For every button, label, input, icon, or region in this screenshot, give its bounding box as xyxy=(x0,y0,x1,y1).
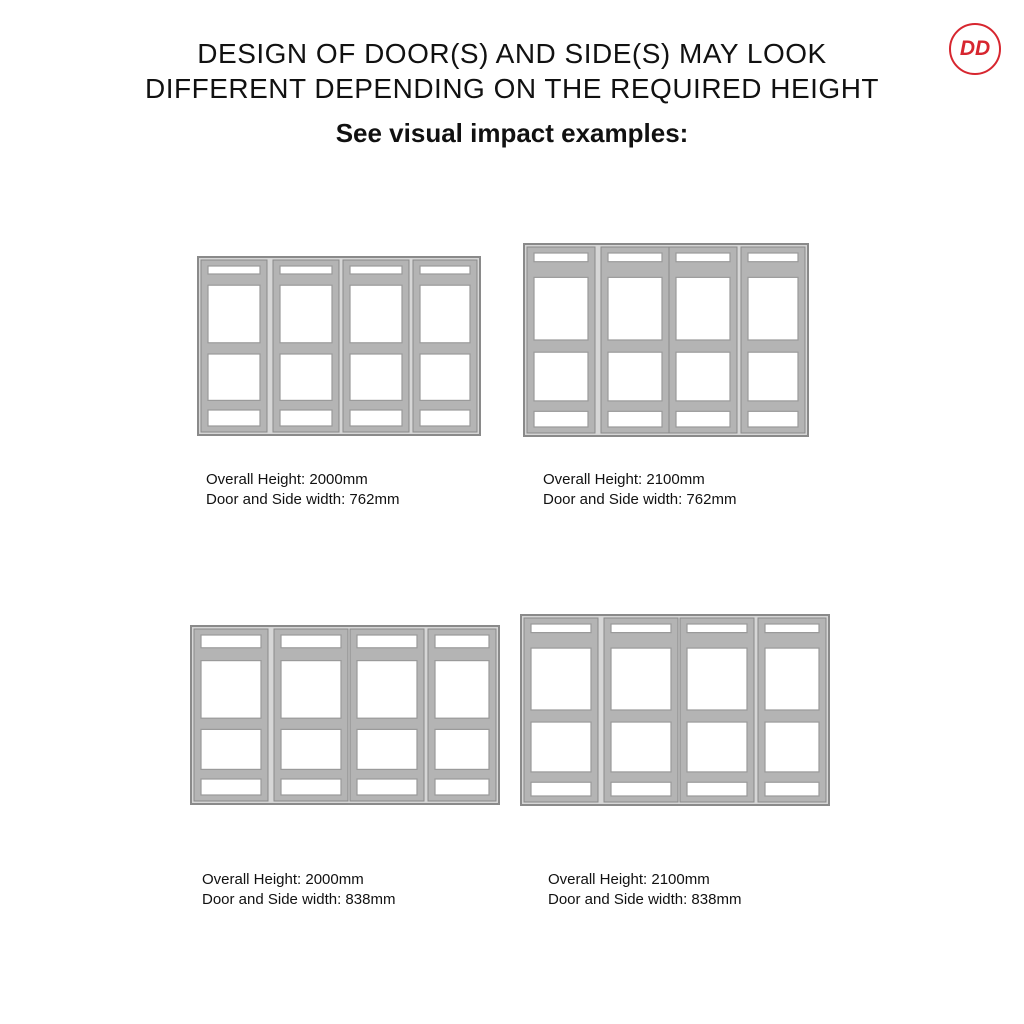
door-side-width-label: Door and Side width: 762mm xyxy=(206,491,400,508)
door-panel xyxy=(428,629,496,801)
glass-pane xyxy=(201,729,261,769)
glass-pane xyxy=(208,354,260,400)
glass-pane xyxy=(748,253,798,262)
door-panel xyxy=(680,618,754,802)
glass-pane xyxy=(748,352,798,401)
glass-pane xyxy=(420,285,470,343)
overall-height-label: Overall Height: 2100mm xyxy=(543,471,705,488)
glass-pane xyxy=(280,266,332,274)
overall-height-label: Overall Height: 2000mm xyxy=(202,871,364,888)
door-panel xyxy=(343,260,409,432)
glass-pane xyxy=(420,410,470,426)
glass-pane xyxy=(534,352,588,401)
glass-pane xyxy=(350,354,402,400)
glass-pane xyxy=(281,729,341,769)
glass-pane xyxy=(608,352,662,401)
glass-pane xyxy=(435,779,489,795)
glass-pane xyxy=(357,635,417,648)
door-side-width-label: Door and Side width: 838mm xyxy=(548,891,742,908)
glass-pane xyxy=(765,648,819,710)
caption-4 xyxy=(548,870,741,910)
doorset-diagram-1 xyxy=(197,256,481,436)
door-panel xyxy=(527,247,595,433)
glass-pane xyxy=(608,277,662,340)
glass-pane xyxy=(687,648,747,710)
caption-3 xyxy=(202,870,395,910)
glass-pane xyxy=(687,722,747,772)
glass-pane xyxy=(201,661,261,719)
glass-pane xyxy=(534,277,588,340)
glass-pane xyxy=(531,722,591,772)
glass-pane xyxy=(765,782,819,796)
doorset-diagram-4 xyxy=(520,614,830,806)
glass-pane xyxy=(611,624,671,633)
glass-pane xyxy=(208,266,260,274)
door-panel xyxy=(201,260,267,432)
door-panel xyxy=(273,260,339,432)
glass-pane xyxy=(748,277,798,340)
glass-pane xyxy=(280,354,332,400)
doorset-diagram-3 xyxy=(190,625,500,805)
glass-pane xyxy=(435,661,489,719)
glass-pane xyxy=(608,411,662,427)
glass-pane xyxy=(676,277,730,340)
glass-pane xyxy=(208,285,260,343)
glass-pane xyxy=(350,266,402,274)
glass-pane xyxy=(435,729,489,769)
doorset-diagram-2 xyxy=(523,243,809,437)
door-panel xyxy=(604,618,678,802)
caption-1 xyxy=(206,470,399,510)
glass-pane xyxy=(765,722,819,772)
glass-pane xyxy=(765,624,819,633)
glass-pane xyxy=(534,253,588,262)
door-panel xyxy=(524,618,598,802)
glass-pane xyxy=(201,779,261,795)
door-panel xyxy=(274,629,348,801)
glass-pane xyxy=(687,624,747,633)
glass-pane xyxy=(350,410,402,426)
glass-pane xyxy=(611,648,671,710)
glass-pane xyxy=(531,648,591,710)
subtitle: See visual impact examples: xyxy=(335,118,689,148)
dd-logo xyxy=(949,23,1001,75)
glass-pane xyxy=(281,779,341,795)
heading-line-1: DESIGN OF DOOR(S) AND SIDE(S) MAY LOOK xyxy=(197,38,827,69)
glass-pane xyxy=(420,266,470,274)
glass-pane xyxy=(357,729,417,769)
logo-text: DD xyxy=(959,37,991,60)
door-side-width-label: Door and Side width: 762mm xyxy=(543,491,737,508)
glass-pane xyxy=(208,410,260,426)
door-panel xyxy=(194,629,268,801)
door-side-width-label: Door and Side width: 838mm xyxy=(202,891,396,908)
glass-pane xyxy=(357,779,417,795)
glass-pane xyxy=(280,410,332,426)
door-panel xyxy=(758,618,826,802)
glass-pane xyxy=(676,411,730,427)
glass-pane xyxy=(531,624,591,633)
door-panel xyxy=(601,247,669,433)
door-panel xyxy=(669,247,737,433)
glass-pane xyxy=(676,352,730,401)
overall-height-label: Overall Height: 2100mm xyxy=(548,871,710,888)
glass-pane xyxy=(676,253,730,262)
glass-pane xyxy=(350,285,402,343)
glass-pane xyxy=(281,635,341,648)
glass-pane xyxy=(611,722,671,772)
door-panel xyxy=(350,629,424,801)
glass-pane xyxy=(531,782,591,796)
caption-2 xyxy=(543,470,736,510)
glass-pane xyxy=(201,635,261,648)
glass-pane xyxy=(748,411,798,427)
heading-line-2: DIFFERENT DEPENDING ON THE REQUIRED HEIGHT xyxy=(144,73,880,104)
glass-pane xyxy=(534,411,588,427)
glass-pane xyxy=(611,782,671,796)
glass-pane xyxy=(687,782,747,796)
door-panel xyxy=(741,247,805,433)
glass-pane xyxy=(608,253,662,262)
glass-pane xyxy=(435,635,489,648)
glass-pane xyxy=(420,354,470,400)
glass-pane xyxy=(281,661,341,719)
glass-pane xyxy=(280,285,332,343)
door-panel xyxy=(413,260,477,432)
glass-pane xyxy=(357,661,417,719)
overall-height-label: Overall Height: 2000mm xyxy=(206,471,368,488)
